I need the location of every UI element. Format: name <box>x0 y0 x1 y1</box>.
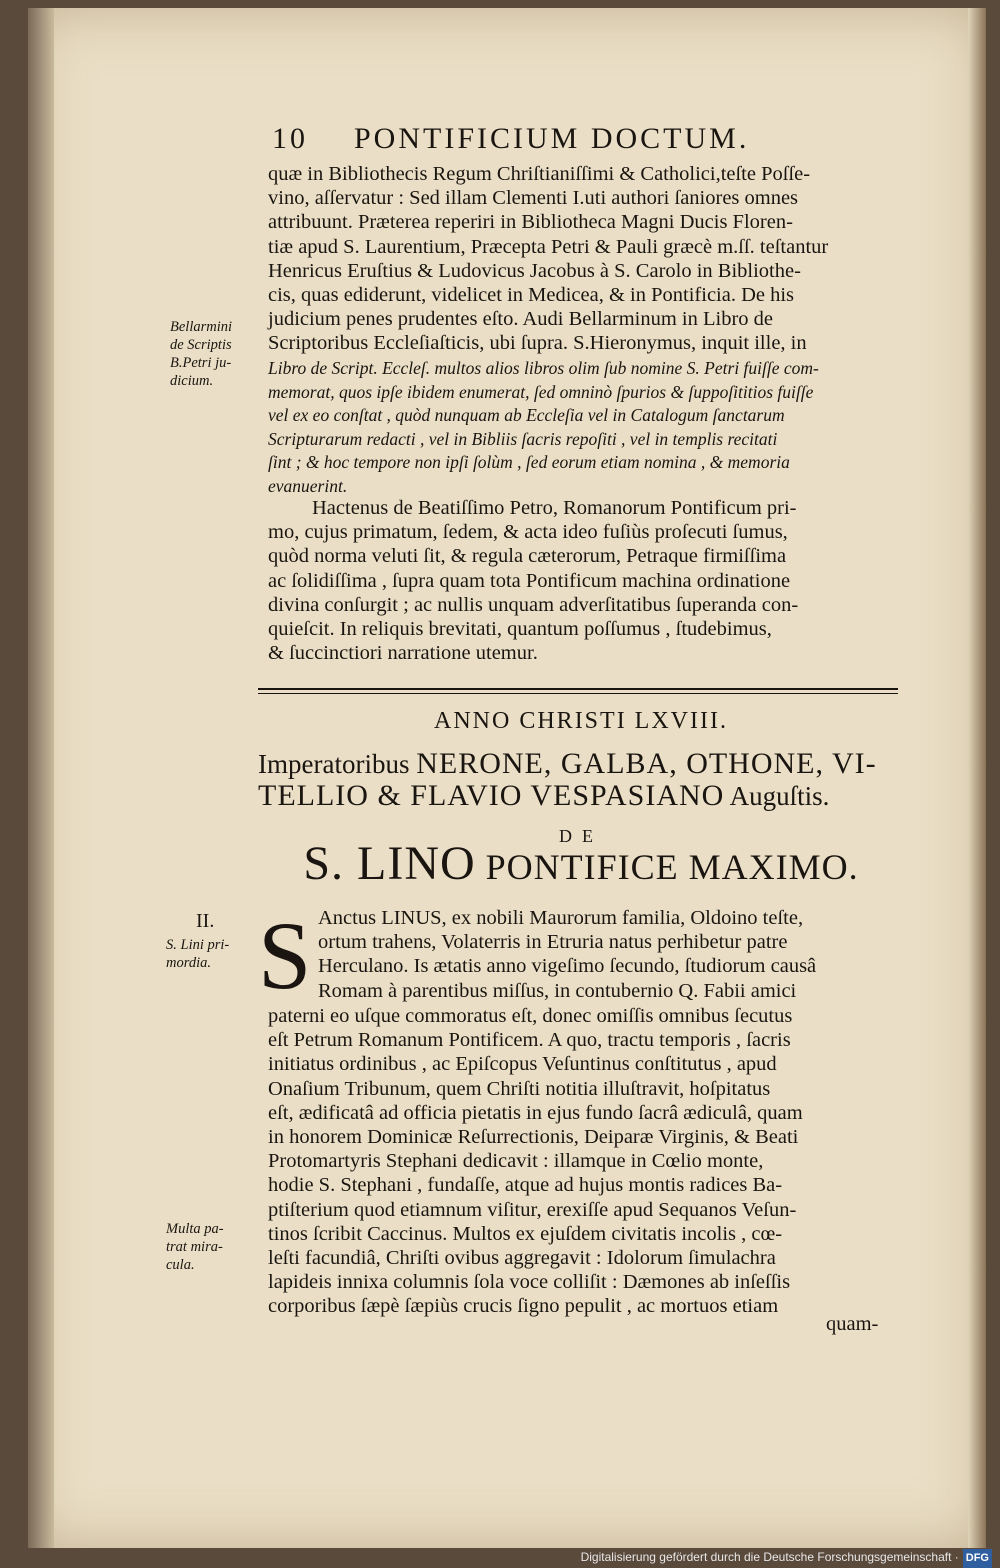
upper-paragraph <box>268 162 894 356</box>
text-line: tinos ſcribit Caccinus. Multos ex ejuſdem civitatis incolis , cœ- <box>268 1222 783 1245</box>
text-line: divina conſurgit ; ac nullis unquam adverſitatibus ſuperanda con- <box>268 593 799 616</box>
text-line: Herculano. Is ætatis anno vigeſimo ſecundo, ſtudiorum causâ <box>318 955 817 978</box>
text-line: eſt, ædificatâ ad officia pietatis in ejus fundo ſacrâ ædiculâ, quam <box>268 1101 803 1124</box>
margin-note-line: B.Petri ju- <box>170 355 232 371</box>
text-line: Onaſium Tribunum, quem Chriſti notitia illuſtravit, hoſpitatus <box>268 1077 771 1100</box>
lino-paragraph-indented <box>318 906 894 1003</box>
emperors-names-1: NERONE, GALBA, OTHONE, VI- <box>416 747 877 780</box>
section-rule-thin <box>258 693 898 694</box>
text-line: quòd norma veluti ſit, & regula cæterorum, Petraque firmiſſima <box>268 545 787 568</box>
margin-note-line: de Scriptis <box>170 337 232 353</box>
footer-text: Digitalisierung gefördert durch die Deutsche Forschungsgemeinschaft · <box>580 1550 959 1564</box>
margin-note-bellarmini <box>170 318 262 390</box>
text-line: corporibus ſæpè ſæpiùs crucis ſigno pepulit , ac mortuos etiam <box>268 1295 779 1318</box>
text-line: mo, cujus primatum, ſedem, & acta ideo fuſiùs proſecuti ſumus, <box>268 521 788 544</box>
margin-note-line: dicium. <box>170 373 214 389</box>
text-line: lapideis innixa columnis ſola voce colliſit : Dæmones ab inſeſſis <box>268 1271 791 1294</box>
quote-line: memorat, quos ipſe ibidem enumerat, ſed omninò ſpurios & ſuppoſititios fuiſſe <box>268 381 814 402</box>
emperors-prefix: Imperatoribus <box>258 749 417 779</box>
chapter-title <box>268 836 894 891</box>
text-line: quieſcit. In reliquis brevitati, quantum poſſumus , ſtudebimus, <box>268 618 772 641</box>
catchword: quam- <box>826 1313 879 1335</box>
margin-note-line: cula. <box>166 1257 195 1273</box>
text-line: Romam à parentibus miſſus, in contubernio Q. Fabii amici <box>318 979 797 1002</box>
emperors-names-2: TELLIO & FLAVIO VESPASIANO <box>258 779 725 812</box>
text-line: in honorem Dominicæ Reſurrectionis, Deiparæ Virginis, & Beati <box>268 1126 799 1149</box>
page-gutter <box>28 8 54 1548</box>
emperors-line-2 <box>258 780 898 812</box>
margin-note-miracula <box>166 1220 258 1274</box>
section-rule-thick <box>258 688 898 690</box>
text-line: initiatus ordinibus , ac Epiſcopus Veſuntinus conſtitutus , apud <box>268 1053 777 1076</box>
chapter-title-rest: PONTIFICE MAXIMO. <box>475 847 859 887</box>
text-line: ortum trahens, Volaterris in Etruria natus perhibetur patre <box>318 931 788 954</box>
text-line: Scriptoribus Eccleſiaſticis, ubi ſupra. S.Hieronymus, inquit ille, in <box>268 332 807 355</box>
page-number: 10 <box>272 122 308 155</box>
margin-note-line: mordia. <box>166 955 211 971</box>
quote-line: evanuerint. <box>268 475 348 496</box>
text-line: Hactenus de Beatiſſimo Petro, Romanorum Pontificum pri- <box>312 497 797 519</box>
text-line: & ſuccinctiori narratione utemur. <box>268 642 538 665</box>
text-line: paterni eo uſque commoratus eſt, donec omiſſis omnibus ſecutus <box>268 1005 793 1027</box>
anno-heading: ANNO CHRISTI LXVIII. <box>434 708 728 734</box>
text-line: eſt Petrum Romanum Pontificem. A quo, tractu temporis , ſacris <box>268 1029 791 1052</box>
margin-note-line: Multa pa- <box>166 1221 224 1237</box>
lino-paragraph <box>268 1004 894 1319</box>
emperors-line-1 <box>258 748 898 780</box>
de-heading: DE <box>559 826 603 846</box>
drop-capital: S <box>258 902 312 1009</box>
section-number: II. <box>196 910 215 932</box>
conclusion-paragraph <box>268 496 894 665</box>
text-line: vino, aſſervatur : Sed illam Clementi I.uti authori ſaniores omnes <box>268 187 799 210</box>
margin-note-line: trat mira- <box>166 1239 223 1255</box>
text-line: tiæ apud S. Laurentium, Præcepta Petri & Pauli græcè m.ſſ. teſtantur <box>268 235 829 258</box>
text-line: leſti facundiâ, Chriſti ovibus aggregavit : Idolorum ſimulachra <box>268 1247 776 1270</box>
bellarmine-quotation <box>268 357 894 498</box>
quote-line: Libro de Script. Eccleſ. multos alios libros olim ſub nomine S. Petri fuiſſe com- <box>268 358 819 378</box>
text-line: Protomartyris Stephani dedicavit : illamque in Cœlio monte, <box>268 1150 764 1173</box>
text-line: quæ in Bibliothecis Regum Chriſtianiſſimi & Catholici,teſte Poſſe- <box>268 163 811 185</box>
emperors-heading <box>258 748 898 812</box>
text-line: ptiſterium quod etiamnum viſitur, erexiſſe apud Sequanos Veſun- <box>268 1198 797 1221</box>
quote-line: Scripturarum redacti , vel in Bibliis ſacris repoſiti , vel in templis recitati <box>268 428 778 449</box>
dfg-logo: DFG <box>963 1549 992 1568</box>
text-line: judicium penes prudentes eſto. Audi Bellarminum in Libro de <box>268 308 774 331</box>
text-line: Henricus Eruſtius & Ludovicus Jacobus à S. Carolo in Bibliothe- <box>268 259 801 282</box>
margin-note-line: Bellarmini <box>170 319 233 335</box>
margin-note-primordia <box>166 936 258 972</box>
margin-note-line: S. Lini pri- <box>166 937 230 953</box>
page-edge <box>968 8 986 1548</box>
text-line: cis, quas ediderunt, videlicet in Medicea, & in Pontificia. De his <box>268 284 795 307</box>
chapter-title-name: S. LINO <box>303 837 476 890</box>
text-line: attribuunt. Præterea reperiri in Bibliotheca Magni Ducis Floren- <box>268 211 793 234</box>
quote-line: vel ex eo conſtat , quòd nunquam ab Eccleſia vel in Catalogum ſanctarum <box>268 405 785 425</box>
text-line: hodie S. Stephani , fundaſſe, atque ad hujus montis radices Ba- <box>268 1174 783 1197</box>
text-line: ac ſolidiſſima , ſupra quam tota Pontificum machina ordinatione <box>268 569 791 592</box>
running-title: PONTIFICIUM DOCTUM. <box>354 122 750 155</box>
emperors-suffix: Auguſtis. <box>724 781 830 811</box>
text-line: Anctus LINUS, ex nobili Maurorum familia, Oldoino teſte, <box>318 907 804 929</box>
digitization-footer <box>581 1548 992 1567</box>
quote-line: ſint ; & hoc tempore non ipſi ſolùm , ſed eorum etiam nomina , & memoria <box>268 452 790 472</box>
